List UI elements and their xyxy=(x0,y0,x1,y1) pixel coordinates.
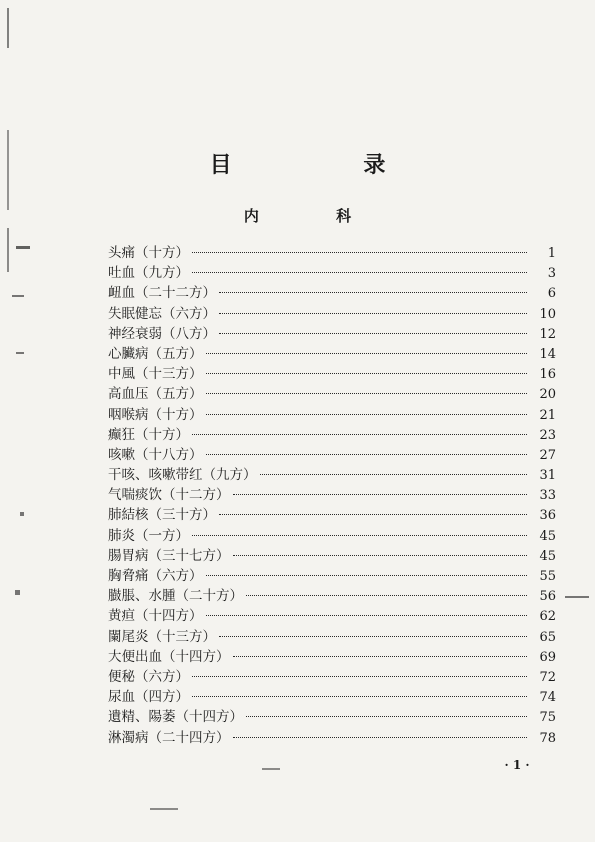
toc-entry[interactable] xyxy=(108,586,556,606)
toc-entry-label: 闌尾炎（十三方） xyxy=(108,628,216,645)
scan-edge-mark xyxy=(16,352,24,354)
toc-entry-label: 淋濁病（二十四方） xyxy=(108,729,230,746)
toc-entry-label: 失眠健忘（六方） xyxy=(108,305,216,322)
toc-entry-label: 癫狂（十方） xyxy=(108,426,189,443)
toc-entry[interactable] xyxy=(108,445,556,465)
toc-entry[interactable] xyxy=(108,687,556,707)
page-folio: · 1 · xyxy=(504,758,530,772)
toc-page-number: 12 xyxy=(539,326,556,342)
toc-entry-label: 心臟病（五方） xyxy=(108,345,203,362)
dot-leader xyxy=(233,656,528,657)
dot-leader xyxy=(206,373,528,374)
toc-entry-label: 肺結核（三十方） xyxy=(108,507,216,524)
toc-page-number: 21 xyxy=(539,407,556,423)
toc-entry[interactable] xyxy=(108,283,556,303)
dot-leader xyxy=(206,615,528,616)
toc-entry-label: 神经衰弱（八方） xyxy=(108,325,216,342)
toc-entry[interactable] xyxy=(108,465,556,485)
toc-entry[interactable] xyxy=(108,566,556,586)
toc-entry-label: 肺炎（一方） xyxy=(108,527,189,544)
dot-leader xyxy=(233,737,528,738)
toc-entry-label: 大便出血（十四方） xyxy=(108,648,230,665)
toc-entry-label: 中風（十三方） xyxy=(108,366,203,383)
dot-leader xyxy=(192,252,527,253)
dot-leader xyxy=(233,555,528,556)
toc-entry[interactable] xyxy=(108,728,556,748)
toc-entry-label: 高血压（五方） xyxy=(108,386,203,403)
toc-page-number: 78 xyxy=(539,730,556,746)
toc-page-number: 3 xyxy=(547,266,556,282)
toc-entry-label: 尿血（四方） xyxy=(108,689,189,706)
toc-entry-label: 臌脹、水腫（二十方） xyxy=(108,588,243,605)
toc-entry[interactable] xyxy=(108,405,556,425)
dot-leader xyxy=(192,696,527,697)
toc-entry-label: 遺精、陽萎（十四方） xyxy=(108,709,243,726)
toc-page-number: 1 xyxy=(547,246,556,261)
dot-leader xyxy=(219,313,527,314)
toc-list xyxy=(108,243,556,748)
scan-edge-mark xyxy=(20,512,24,516)
toc-entry-label: 气喘痰饮（十二方） xyxy=(108,487,230,504)
dot-leader xyxy=(206,575,528,576)
toc-page-number: 62 xyxy=(539,609,556,625)
toc-entry[interactable] xyxy=(108,304,556,324)
toc-page-number: 31 xyxy=(539,468,556,484)
toc-entry-label: 便秘（六方） xyxy=(108,668,189,685)
dot-leader xyxy=(206,454,528,455)
dot-leader xyxy=(192,676,527,677)
toc-page-number: 20 xyxy=(539,387,556,403)
toc-entry[interactable] xyxy=(108,425,556,445)
toc-entry-label: 头痛（十方） xyxy=(108,245,189,261)
toc-entry-label: 咽喉病（十方） xyxy=(108,406,203,423)
toc-page-number: 27 xyxy=(539,447,556,463)
toc-entry[interactable] xyxy=(108,606,556,626)
dot-leader xyxy=(233,494,528,495)
scan-edge-mark xyxy=(7,8,9,48)
toc-entry[interactable] xyxy=(108,707,556,727)
toc-page-number: 10 xyxy=(539,306,556,322)
toc-entry[interactable] xyxy=(108,526,556,546)
dot-leader xyxy=(219,292,527,293)
toc-entry-label: 干咳、咳嗽带红（九方） xyxy=(108,467,257,484)
section-heading: 内 科 xyxy=(243,207,388,225)
toc-entry-label: 腸胃病（三十七方） xyxy=(108,547,230,564)
toc-page-number: 72 xyxy=(539,669,556,685)
toc-entry[interactable] xyxy=(108,485,556,505)
dot-leader xyxy=(260,474,528,475)
toc-entry[interactable] xyxy=(108,627,556,647)
toc-page-number: 6 xyxy=(547,286,556,302)
toc-entry[interactable] xyxy=(108,667,556,687)
dot-leader xyxy=(219,514,527,515)
toc-entry[interactable] xyxy=(108,364,556,384)
toc-entry-label: 黄疸（十四方） xyxy=(108,608,203,625)
dot-leader xyxy=(192,272,527,273)
toc-page-number: 74 xyxy=(539,690,556,706)
toc-page-number: 33 xyxy=(539,488,556,504)
toc-page-number: 75 xyxy=(539,710,556,726)
scan-edge-mark xyxy=(16,246,30,249)
dot-leader xyxy=(206,353,528,354)
toc-page-number: 69 xyxy=(539,649,556,665)
scan-edge-mark xyxy=(150,808,178,810)
toc-page-number: 16 xyxy=(539,367,556,383)
dot-leader xyxy=(219,333,527,334)
toc-entry-label: 吐血（九方） xyxy=(108,265,189,282)
dot-leader xyxy=(246,716,527,717)
toc-page-number: 56 xyxy=(539,589,556,605)
toc-page-number: 55 xyxy=(539,569,556,584)
toc-entry-label: 咳嗽（十八方） xyxy=(108,446,203,463)
page-title: 目 录 xyxy=(209,152,448,178)
toc-entry[interactable] xyxy=(108,324,556,344)
scan-edge-mark xyxy=(15,590,20,595)
scan-edge-mark xyxy=(12,295,24,297)
dot-leader xyxy=(219,636,527,637)
toc-entry-label: 胸脅痛（六方） xyxy=(108,568,203,584)
dot-leader xyxy=(246,595,527,596)
toc-entry[interactable] xyxy=(108,243,556,263)
dot-leader xyxy=(192,535,527,536)
toc-page-number: 65 xyxy=(539,629,556,645)
toc-entry[interactable] xyxy=(108,505,556,525)
toc-entry[interactable] xyxy=(108,546,556,566)
dot-leader xyxy=(192,434,527,435)
toc-page-number: 45 xyxy=(539,548,556,564)
toc-page-number: 45 xyxy=(539,528,556,544)
scan-edge-mark xyxy=(7,228,9,272)
toc-entry[interactable] xyxy=(108,384,556,404)
dot-leader xyxy=(206,414,528,415)
toc-entry[interactable] xyxy=(108,647,556,667)
scan-edge-mark xyxy=(565,596,589,598)
toc-entry-label: 衄血（二十二方） xyxy=(108,285,216,302)
toc-page-number: 14 xyxy=(539,346,556,362)
toc-page-number: 23 xyxy=(539,427,556,443)
dot-leader xyxy=(206,393,528,394)
toc-entry[interactable] xyxy=(108,263,556,283)
toc-page-number: 36 xyxy=(539,508,556,524)
toc-entry[interactable] xyxy=(108,344,556,364)
scan-edge-mark xyxy=(262,768,280,770)
